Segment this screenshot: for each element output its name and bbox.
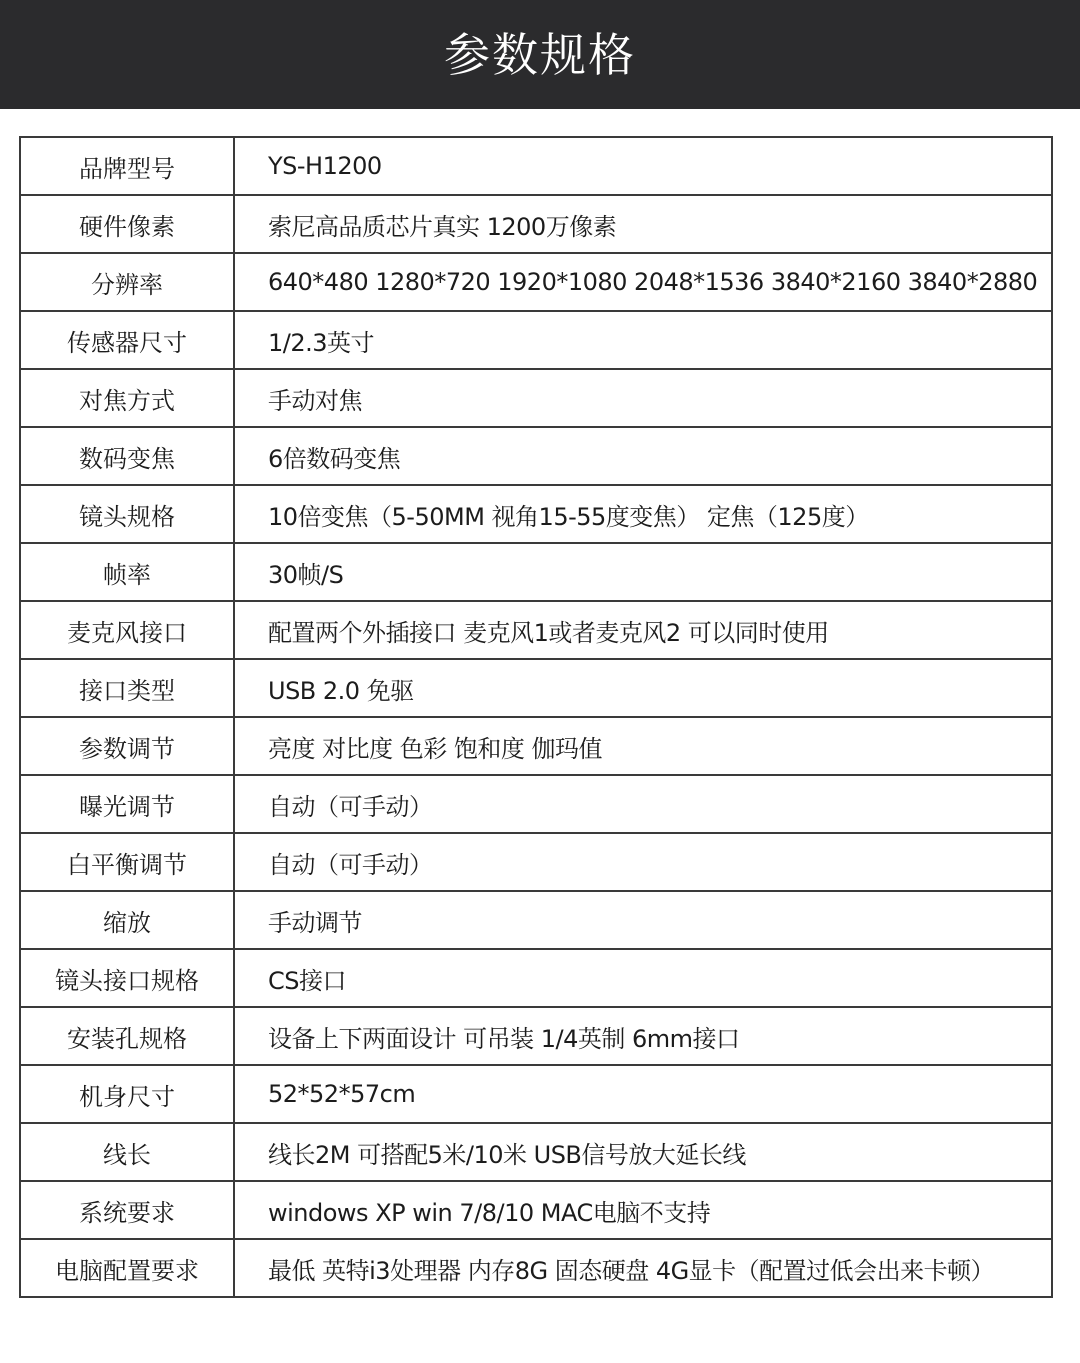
spec-row [20,485,1052,543]
spec-row [20,195,1052,253]
spec-label: 镜头接口规格 [20,949,234,1007]
spec-label: 镜头规格 [20,485,234,543]
spec-value: YS-H1200 [234,137,1052,195]
spec-row [20,1007,1052,1065]
spec-row [20,137,1052,195]
spec-label: 曝光调节 [20,775,234,833]
spec-value: 自动（可手动） [234,775,1052,833]
spec-label: 数码变焦 [20,427,234,485]
spec-row [20,891,1052,949]
spec-value: 索尼高品质芯片真实 1200万像素 [234,195,1052,253]
spec-value: 10倍变焦（5-50MM 视角15-55度变焦） 定焦（125度） [234,485,1052,543]
spec-label: 安装孔规格 [20,1007,234,1065]
spec-value: 设备上下两面设计 可吊装 1/4英制 6mm接口 [234,1007,1052,1065]
spec-label: 帧率 [20,543,234,601]
spec-value: CS接口 [234,949,1052,1007]
spec-row [20,369,1052,427]
spec-label: 线长 [20,1123,234,1181]
spec-label: 白平衡调节 [20,833,234,891]
spec-row [20,1239,1052,1297]
spec-value: 亮度 对比度 色彩 饱和度 伽玛值 [234,717,1052,775]
spec-value: 线长2M 可搭配5米/10米 USB信号放大延长线 [234,1123,1052,1181]
spec-value: 6倍数码变焦 [234,427,1052,485]
spec-value: 配置两个外插接口 麦克风1或者麦克风2 可以同时使用 [234,601,1052,659]
spec-value: 52*52*57cm [234,1065,1052,1123]
spec-label: 电脑配置要求 [20,1239,234,1297]
spec-label: 缩放 [20,891,234,949]
spec-row [20,659,1052,717]
page-title: 参数规格 [444,27,636,82]
header-banner [0,0,1080,109]
spec-value: 自动（可手动） [234,833,1052,891]
spec-value: 最低 英特i3处理器 内存8G 固态硬盘 4G显卡（配置过低会出来卡顿） [234,1239,1052,1297]
spec-row [20,833,1052,891]
spec-table [19,136,1053,1298]
spec-value: USB 2.0 免驱 [234,659,1052,717]
spec-row [20,427,1052,485]
spec-label: 对焦方式 [20,369,234,427]
spec-value: 30帧/S [234,543,1052,601]
spec-value: 手动对焦 [234,369,1052,427]
spec-label: 分辨率 [20,253,234,311]
spec-label: 系统要求 [20,1181,234,1239]
spec-row [20,717,1052,775]
spec-row [20,1065,1052,1123]
spec-row [20,1181,1052,1239]
spec-value: windows XP win 7/8/10 MAC电脑不支持 [234,1181,1052,1239]
spec-row [20,543,1052,601]
spec-label: 参数调节 [20,717,234,775]
spec-value: 640*480 1280*720 1920*1080 2048*1536 3840*2160 3840*2880 [234,253,1052,311]
spec-row [20,311,1052,369]
spec-label: 机身尺寸 [20,1065,234,1123]
spec-value: 1/2.3英寸 [234,311,1052,369]
spec-label: 硬件像素 [20,195,234,253]
spec-label: 接口类型 [20,659,234,717]
spec-row [20,775,1052,833]
spec-row [20,253,1052,311]
spec-label: 传感器尺寸 [20,311,234,369]
spec-row [20,1123,1052,1181]
spec-label: 麦克风接口 [20,601,234,659]
spec-row [20,949,1052,1007]
spec-value: 手动调节 [234,891,1052,949]
spec-label: 品牌型号 [20,137,234,195]
spec-row [20,601,1052,659]
